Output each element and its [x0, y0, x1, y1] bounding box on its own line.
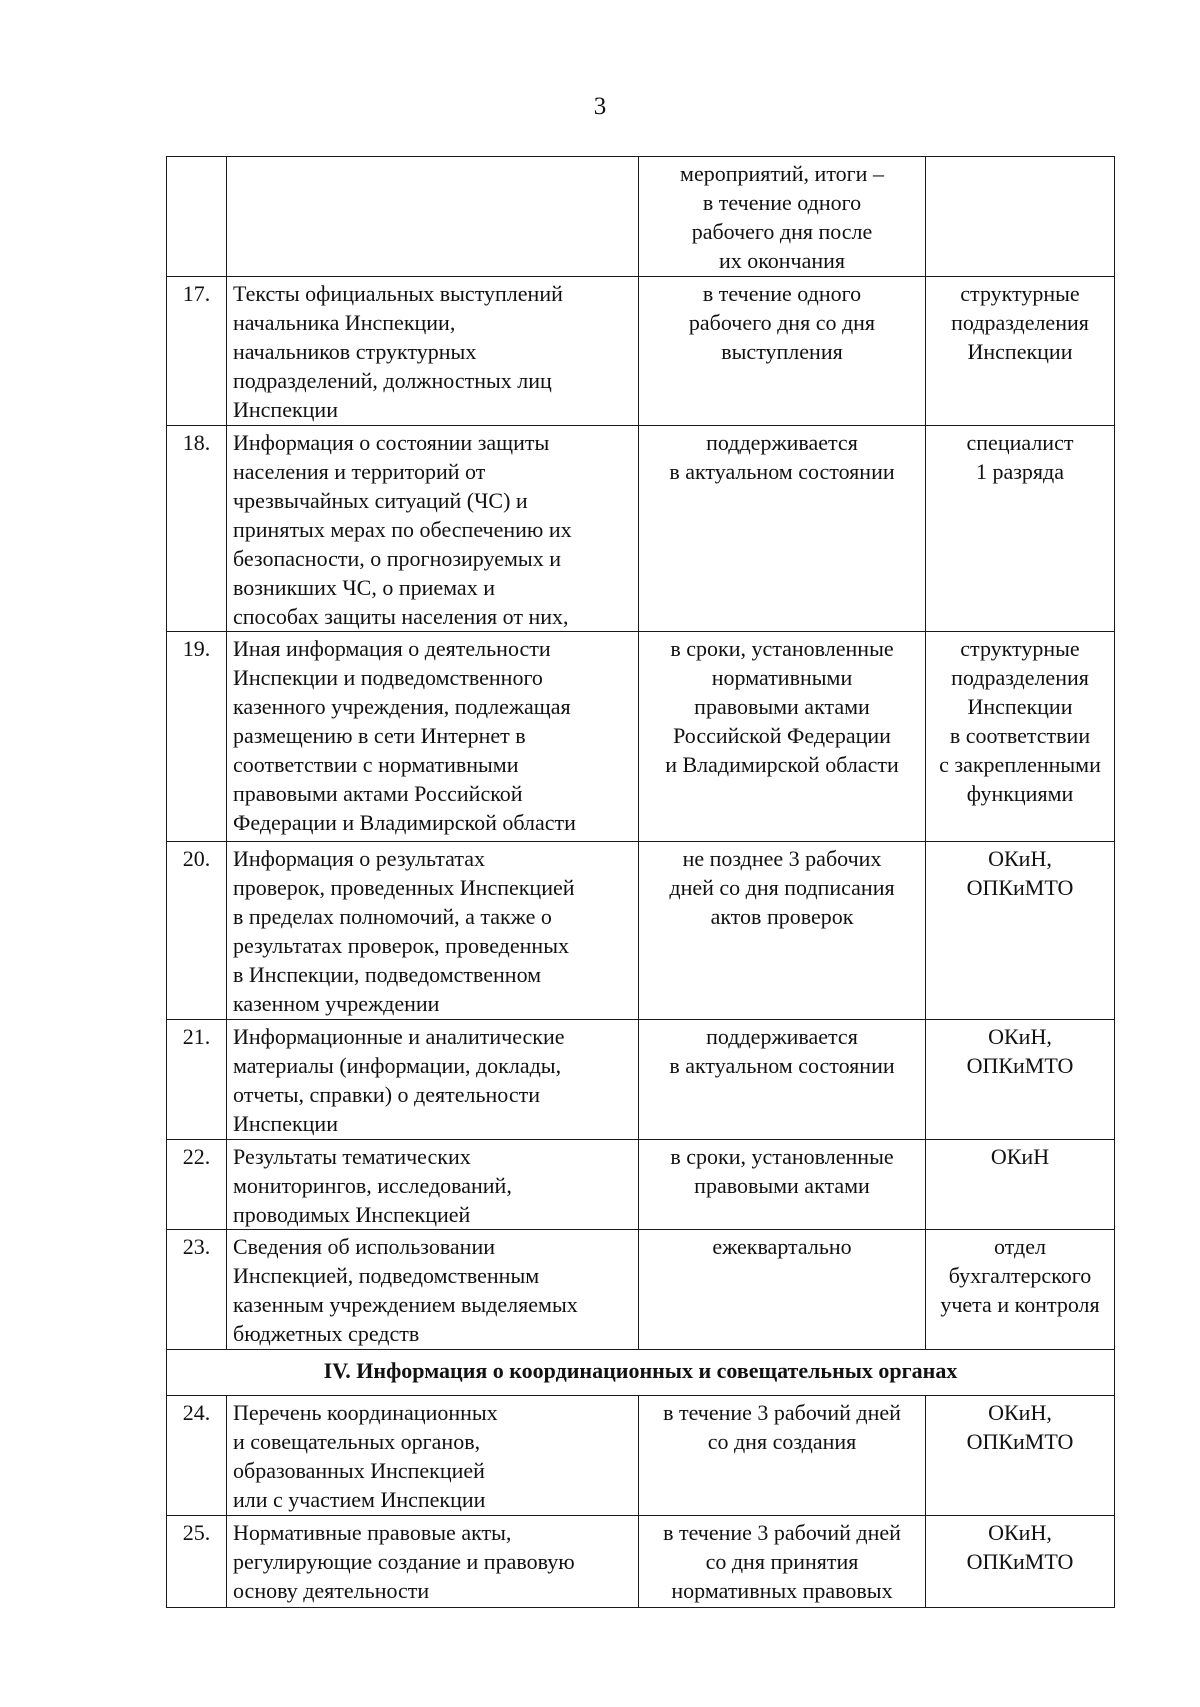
row-responsible: ОКиН, ОПКиМТО [926, 1516, 1115, 1608]
row-name: Сведения об использовании Инспекцией, подведомственным казенным учреждением выделяемых бюджетных средств [227, 1230, 639, 1350]
row-term: ежеквартально [639, 1230, 926, 1350]
row-name: Информационные и аналитические материалы (информации, доклады, отчеты, справки) о деятельности Инспекции [227, 1020, 639, 1140]
table-row [167, 1396, 1115, 1516]
row-term: поддерживается в актуальном состоянии [639, 1020, 926, 1140]
row-responsible: ОКиН, ОПКиМТО [926, 1020, 1115, 1140]
row-term: мероприятий, итоги – в течение одного рабочего дня после их окончания [639, 157, 926, 277]
row-term: не позднее 3 рабочих дней со дня подписания актов проверок [639, 842, 926, 1020]
row-term: поддерживается в актуальном состоянии [639, 426, 926, 632]
row-term: в течение 3 рабочий дней со дня создания [639, 1396, 926, 1516]
row-responsible: структурные подразделения Инспекции в соответствии с закрепленными функциями [926, 632, 1115, 842]
row-term: в сроки, установленные правовыми актами [639, 1140, 926, 1230]
table-row [167, 1020, 1115, 1140]
row-responsible: ОКиН, ОПКиМТО [926, 1396, 1115, 1516]
row-number: 23. [167, 1230, 227, 1350]
row-name: Тексты официальных выступлений начальника Инспекции, начальников структурных подразделений, должностных лиц Инспекции [227, 277, 639, 426]
row-term: в течение 3 рабочий дней со дня принятия нормативных правовых [639, 1516, 926, 1608]
row-number: 25. [167, 1516, 227, 1608]
section-heading-row [167, 1350, 1115, 1396]
row-name: Информация о результатах проверок, проведенных Инспекцией в пределах полномочий, а также о результатах проверок, проведенных в Инспекции, подведомственном казенном учреждении [227, 842, 639, 1020]
row-term: в течение одного рабочего дня со дня выступления [639, 277, 926, 426]
row-number: 19. [167, 632, 227, 842]
row-number: 21. [167, 1020, 227, 1140]
table-row [167, 426, 1115, 632]
row-name: Перечень координационных и совещательных органов, образованных Инспекцией или с участием Инспекции [227, 1396, 639, 1516]
row-responsible: отдел бухгалтерского учета и контроля [926, 1230, 1115, 1350]
row-number: 22. [167, 1140, 227, 1230]
table-body-section-iii [167, 157, 1115, 1608]
table-row [167, 1140, 1115, 1230]
table-row [167, 277, 1115, 426]
table-row [167, 157, 1115, 277]
row-name: Результаты тематических мониторингов, исследований, проводимых Инспекцией [227, 1140, 639, 1230]
row-name: Информация о состоянии защиты населения и территорий от чрезвычайных ситуаций (ЧС) и принятых мерах по обеспечению их безопасности, о прогнозируемых и возникших ЧС, о приемах и способах защиты населения от них, [227, 426, 639, 632]
table-row [167, 1230, 1115, 1350]
row-name: Иная информация о деятельности Инспекции и подведомственного казенного учреждения, подлежащая размещению в сети Интернет в соответствии с нормативными правовыми актами Российской Федерации и Владимирской области [227, 632, 639, 842]
row-responsible: ОКиН, ОПКиМТО [926, 842, 1115, 1020]
table-row [167, 1516, 1115, 1608]
row-responsible: структурные подразделения Инспекции [926, 277, 1115, 426]
page-number: 3 [593, 93, 607, 120]
row-number: 18. [167, 426, 227, 632]
row-number [167, 157, 227, 277]
row-name [227, 157, 639, 277]
row-responsible: специалист 1 разряда [926, 426, 1115, 632]
row-responsible: ОКиН [926, 1140, 1115, 1230]
row-name: Нормативные правовые акты, регулирующие создание и правовую основу деятельности [227, 1516, 639, 1608]
row-number: 24. [167, 1396, 227, 1516]
row-term: в сроки, установленные нормативными правовыми актами Российской Федерации и Владимирской области [639, 632, 926, 842]
row-number: 20. [167, 842, 227, 1020]
row-responsible [926, 157, 1115, 277]
document-table [166, 156, 1115, 1608]
table-row [167, 842, 1115, 1020]
table-row [167, 632, 1115, 842]
row-number: 17. [167, 277, 227, 426]
section-title: IV. Информация о координационных и совещательных органах [167, 1350, 1115, 1396]
